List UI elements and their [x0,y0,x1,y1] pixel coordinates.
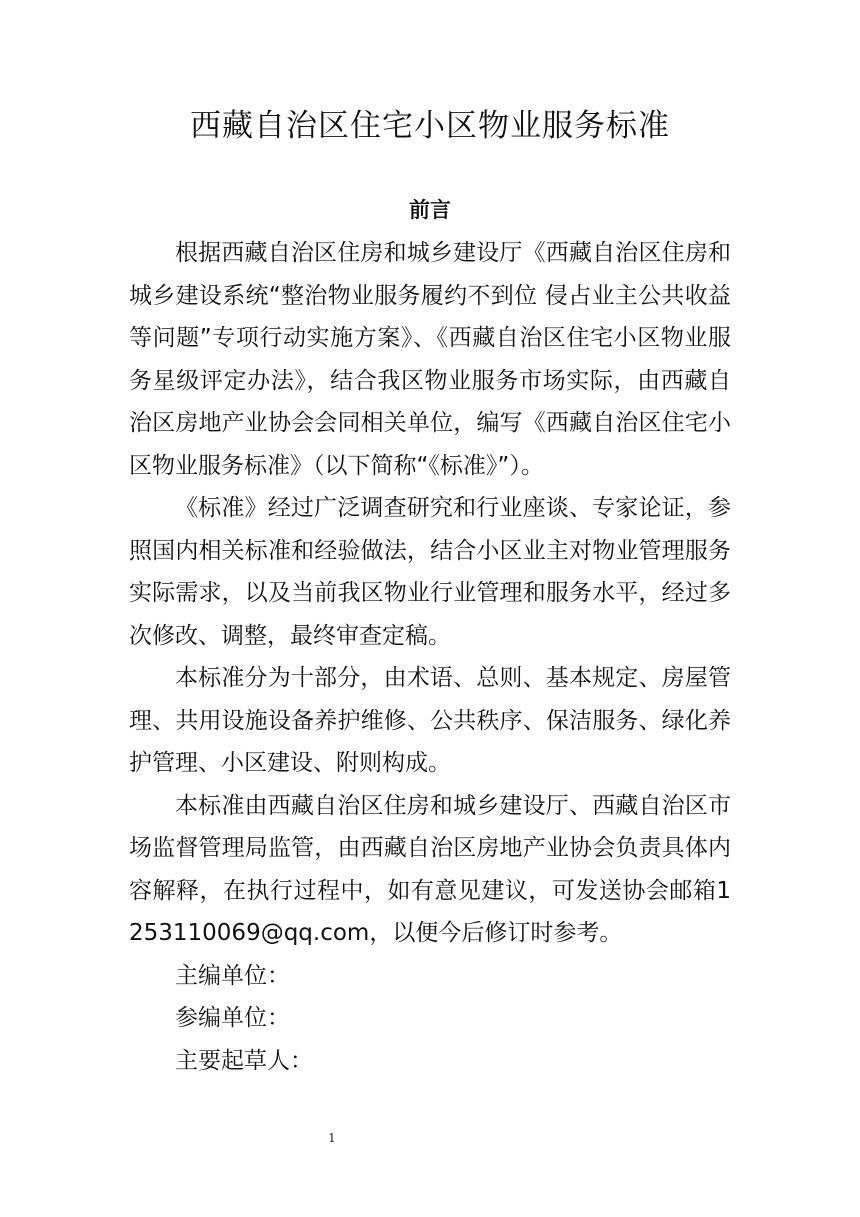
co-editor-label: 参编单位： [175,1005,290,1031]
chief-editor-label: 主编单位： [175,962,290,989]
preface-body [129,232,731,1082]
paragraph-process: 《标准》经过广泛调查研究和行业座谈、专家论证，参照国内相关标准和经验做法，结合小区业主对物业管理服务实际需求，以及当前我区物业行业管理和服务水平，经过多次修改、调整，最终审查定稿。 [129,495,731,649]
paragraph-structure: 本标准分为十部分，由术语、总则、基本规定、房屋管理、共用设施设备养护维修、公共秩序、保洁服务、绿化养护管理、小区建设、附则构成。 [129,665,731,776]
paragraph-supervision: 本标准由西藏自治区住房和城乡建设厅、西藏自治区市场监督管理局监管，由西藏自治区房地产业协会负责具体内容解释，在执行过程中，如有意见建议，可发送协会邮箱1253110069@qq.com，以便今后修订时参考。 [129,792,731,946]
paragraph-background: 根据西藏自治区住房和城乡建设厅《西藏自治区住房和城乡建设系统“整治物业服务履约不到位 侵占业主公共收益等问题”专项行动实施方案》、《西藏自治区住宅小区物业服务星级评定办法》，结合我区物业服务市场实际，由西藏自治区房地产业协会会同相关单位，编写《西藏自治区住宅小区物业服务标准》（以下简称“《标准》”）。 [129,240,731,479]
drafters-label: 主要起草人： [175,1047,313,1074]
document-title: 西藏自治区住宅小区物业服务标准 [190,108,670,144]
preface-heading: 前言 [409,198,451,222]
page-number: 1 [328,1131,336,1145]
